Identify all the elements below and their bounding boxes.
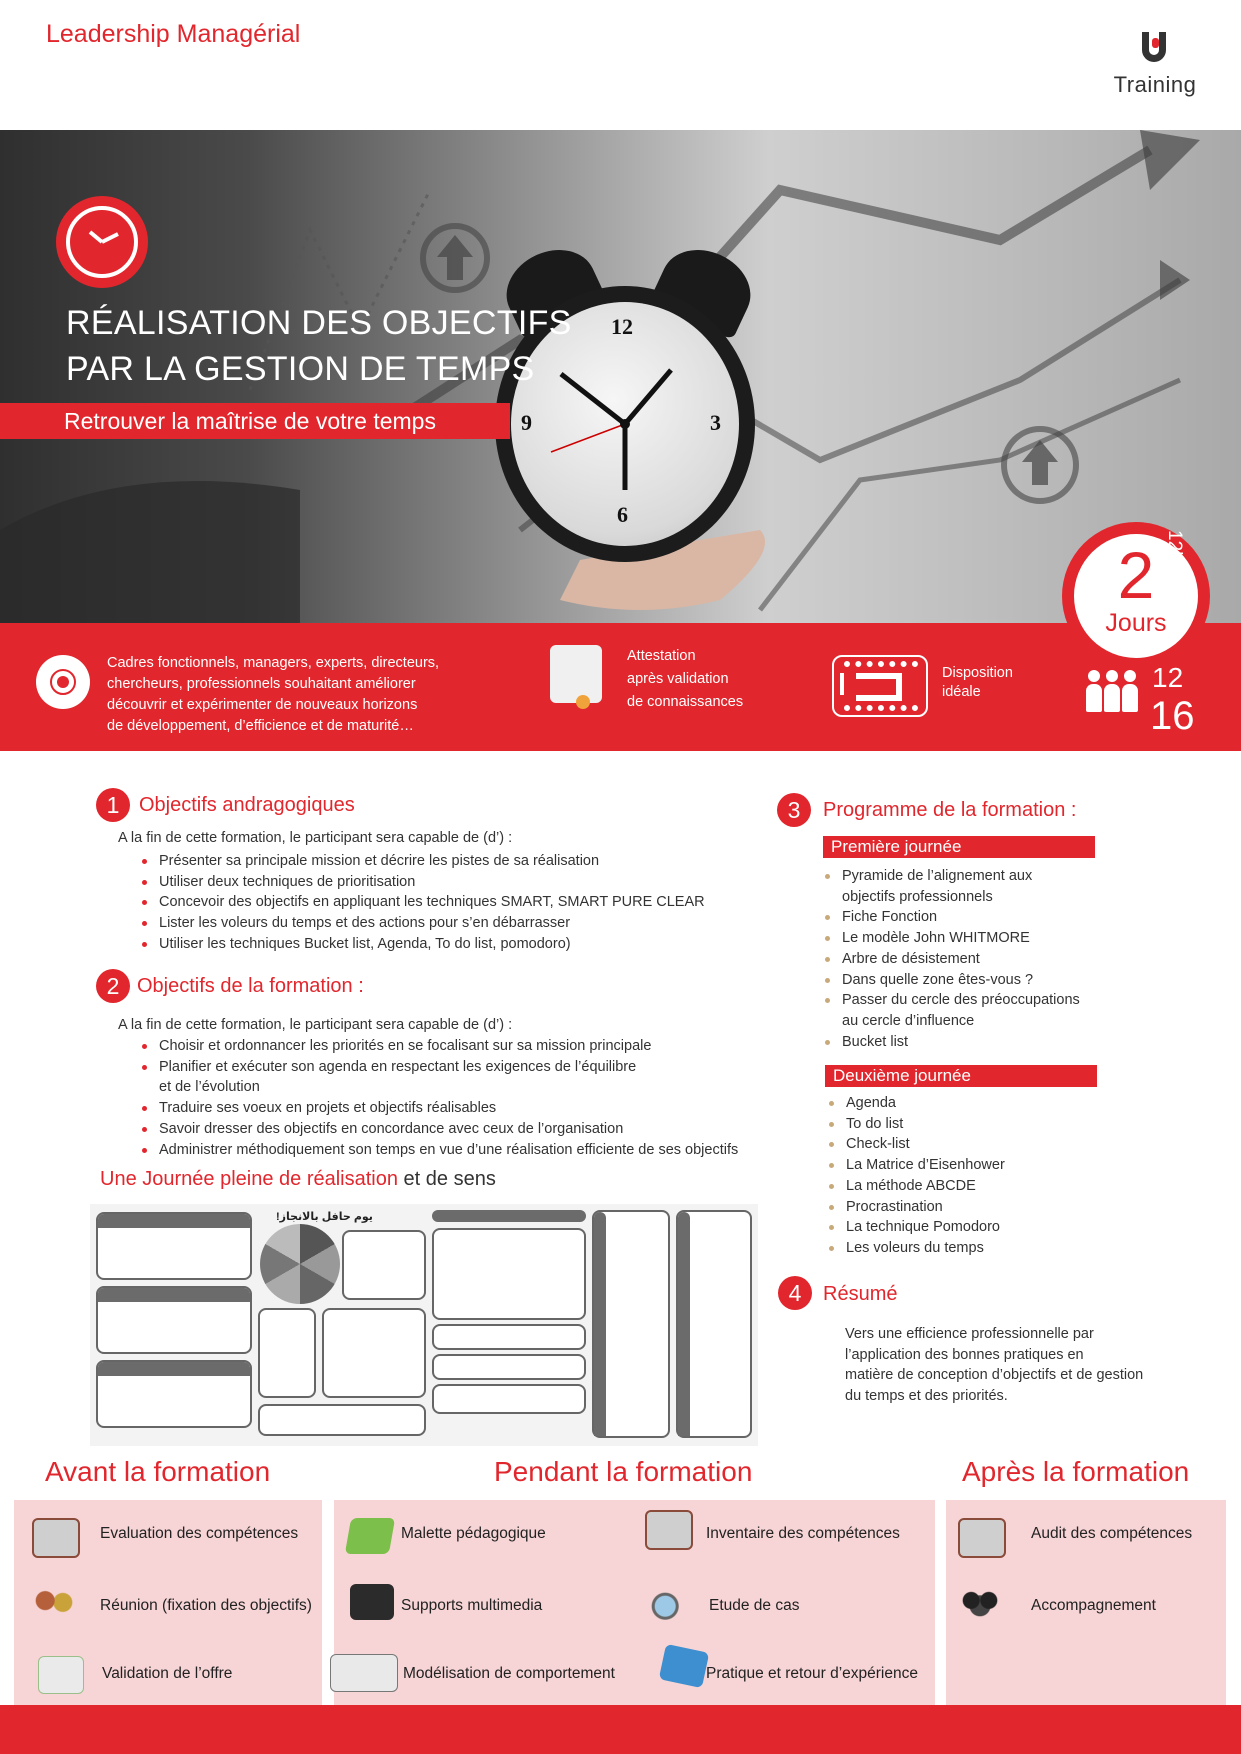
list-item: La technique Pomodoro: [826, 1217, 1126, 1238]
list-item: Agenda: [826, 1093, 1126, 1114]
phase-avant-title: Avant la formation: [45, 1456, 271, 1487]
target-icon: [36, 655, 90, 709]
list-item: Administrer méthodiquement son temps en vue d’une réalisation efficiente de ses objectifs: [139, 1140, 779, 1161]
list-item: La méthode ABCDE: [826, 1176, 1126, 1197]
footer-bar: [0, 1705, 1241, 1754]
list-item: Passer du cercle des préoccupations au cercle d’influence: [822, 990, 1122, 1031]
phase-apres-title: Après la formation: [962, 1456, 1190, 1487]
pendant-item-3: Modélisation de comportement: [403, 1665, 615, 1682]
section-2-number: 2: [96, 969, 130, 1003]
logo-text: Training: [1113, 72, 1197, 97]
apres-item-1: Audit des compétences: [1031, 1525, 1193, 1542]
behavior-model-icon: [330, 1654, 398, 1692]
planner-wheel-icon: [260, 1224, 340, 1304]
list-item: Utiliser deux techniques de prioritisation: [139, 872, 739, 893]
day-2-list: [826, 1093, 1126, 1259]
clock-number-6: 6: [617, 502, 628, 527]
list-item: Dans quelle zone êtes-vous ?: [822, 970, 1122, 991]
pendant-item-6: Pratique et retour d’expérience: [706, 1665, 918, 1682]
clipboard-check-icon: [32, 1518, 80, 1558]
subtitle: Retrouver la maîtrise de votre temps: [64, 408, 436, 434]
apres-item-2: Accompagnement: [1031, 1597, 1156, 1614]
list-item: Utiliser les techniques Bucket list, Agenda, To do list, pomodoro): [139, 934, 739, 955]
duration-badge: [1062, 522, 1210, 670]
video-camera-icon: [350, 1584, 394, 1620]
day-1-list: [822, 866, 1122, 1052]
u-table-layout-icon: [832, 655, 928, 717]
training-logo: [1110, 30, 1200, 98]
clock-icon: [56, 196, 148, 288]
section-1-intro: A la fin de cette formation, le participant sera capable de (d’) :: [118, 830, 513, 846]
list-item: Procrastination: [826, 1197, 1126, 1218]
duration-number: 2: [1117, 538, 1155, 612]
section-3-title: Programme de la formation :: [823, 799, 1077, 821]
participants-icon: [1086, 670, 1140, 717]
section-1-list: [139, 851, 739, 955]
avant-item-1: Evaluation des compétences: [100, 1525, 299, 1542]
planner-image: [90, 1204, 758, 1446]
section-2-intro: A la fin de cette formation, le participant sera capable de (d’) :: [118, 1017, 513, 1033]
capacity-max: 16: [1150, 694, 1195, 738]
certificate-scroll-icon: [550, 645, 602, 703]
page-title: [66, 300, 572, 392]
title-line-2: PAR LA GESTION DE TEMPS: [66, 350, 535, 388]
day-1-bar: Première journée: [823, 836, 1095, 858]
list-item: Le modèle John WHITMORE: [822, 928, 1122, 949]
list-item: Planifier et exécuter son agenda en respectant les exigences de l’équilibre et de l’évolution: [139, 1057, 779, 1098]
section-4-title: Résumé: [823, 1283, 898, 1305]
pendant-item-2: Supports multimedia: [401, 1597, 543, 1614]
planner-heading: يوم حافل بالانجاز!: [276, 1211, 373, 1223]
support-group-icon: [958, 1586, 1002, 1622]
clock-number-3: 3: [710, 410, 721, 435]
list-item: Savoir dresser des objectifs en concordance avec ceux de l’organisation: [139, 1119, 779, 1140]
attestation-text: Attestation après validation de connaissances: [627, 648, 744, 710]
clock-number-9: 9: [521, 410, 532, 435]
document-validation-icon: [38, 1656, 84, 1694]
avant-item-2: Réunion (fixation des objectifs): [100, 1597, 312, 1614]
pendant-item-4: Inventaire des compétences: [706, 1525, 900, 1542]
clock-number-12: 12: [611, 314, 633, 339]
list-item: Pyramide de l’alignement aux objectifs professionnels: [822, 866, 1122, 907]
briefcase-icon: [345, 1518, 395, 1554]
meeting-people-icon: [32, 1588, 76, 1624]
list-item: Présenter sa principale mission et décrire les pistes de sa réalisation: [139, 851, 739, 872]
list-item: Fiche Fonction: [822, 907, 1122, 928]
list-item: Les voleurs du temps: [826, 1238, 1126, 1259]
series-title: Leadership Managérial: [46, 20, 301, 48]
duration-label: Jours: [1105, 609, 1167, 637]
section-2-list: [139, 1036, 779, 1160]
list-item: Traduire ses voeux en projets et objectifs réalisables: [139, 1098, 779, 1119]
capacity-min: 12: [1152, 662, 1184, 693]
list-item: Choisir et ordonnancer les priorités en se focalisant sur sa mission principale: [139, 1036, 779, 1057]
list-item: Concevoir des objectifs en appliquant les techniques SMART, SMART PURE CLEAR: [139, 892, 739, 913]
audit-clipboard-icon: [958, 1518, 1006, 1558]
list-item: Arbre de désistement: [822, 949, 1122, 970]
list-item: Check-list: [826, 1134, 1126, 1155]
journee-title: Une Journée pleine de réalisation et de sens: [100, 1168, 496, 1190]
section-1-title: Objectifs andragogiques: [139, 794, 355, 816]
day-2-bar: Deuxième journée: [825, 1065, 1097, 1087]
pendant-item-5: Etude de cas: [709, 1597, 800, 1614]
section-1-number: 1: [96, 788, 130, 822]
resume-text: Vers une efficience professionnelle par l’application des bonnes pratiques en matière de conception d’objectifs et de gestion du temps et des priorités.: [845, 1326, 1144, 1404]
avant-item-3: Validation de l’offre: [102, 1665, 233, 1682]
inventory-clipboard-icon: [645, 1510, 693, 1550]
duration-hours: 12heures: [1164, 530, 1185, 610]
section-3-number: 3: [777, 793, 811, 827]
list-item: Lister les voleurs du temps et des actions pour s’en débarrasser: [139, 913, 739, 934]
disposition-text: Disposition idéale: [942, 665, 1013, 700]
case-study-magnifier-icon: [640, 1590, 696, 1626]
pendant-item-1: Malette pédagogique: [401, 1525, 546, 1542]
list-item: Bucket list: [822, 1032, 1122, 1053]
section-4-number: 4: [778, 1276, 812, 1310]
list-item: To do list: [826, 1114, 1126, 1135]
phase-pendant-title: Pendant la formation: [494, 1456, 753, 1487]
logo-mark-icon: [1140, 30, 1170, 68]
section-2-title: Objectifs de la formation :: [137, 975, 364, 997]
list-item: La Matrice d’Eisenhower: [826, 1155, 1126, 1176]
title-line-1: RÉALISATION DES OBJECTIFS: [66, 304, 572, 342]
audience-text: Cadres fonctionnels, managers, experts, directeurs, chercheurs, professionnels souhaitant améliorer découvrir et expérimenter de nouveaux horizons de développement, d’efficience et de maturité…: [107, 655, 440, 734]
